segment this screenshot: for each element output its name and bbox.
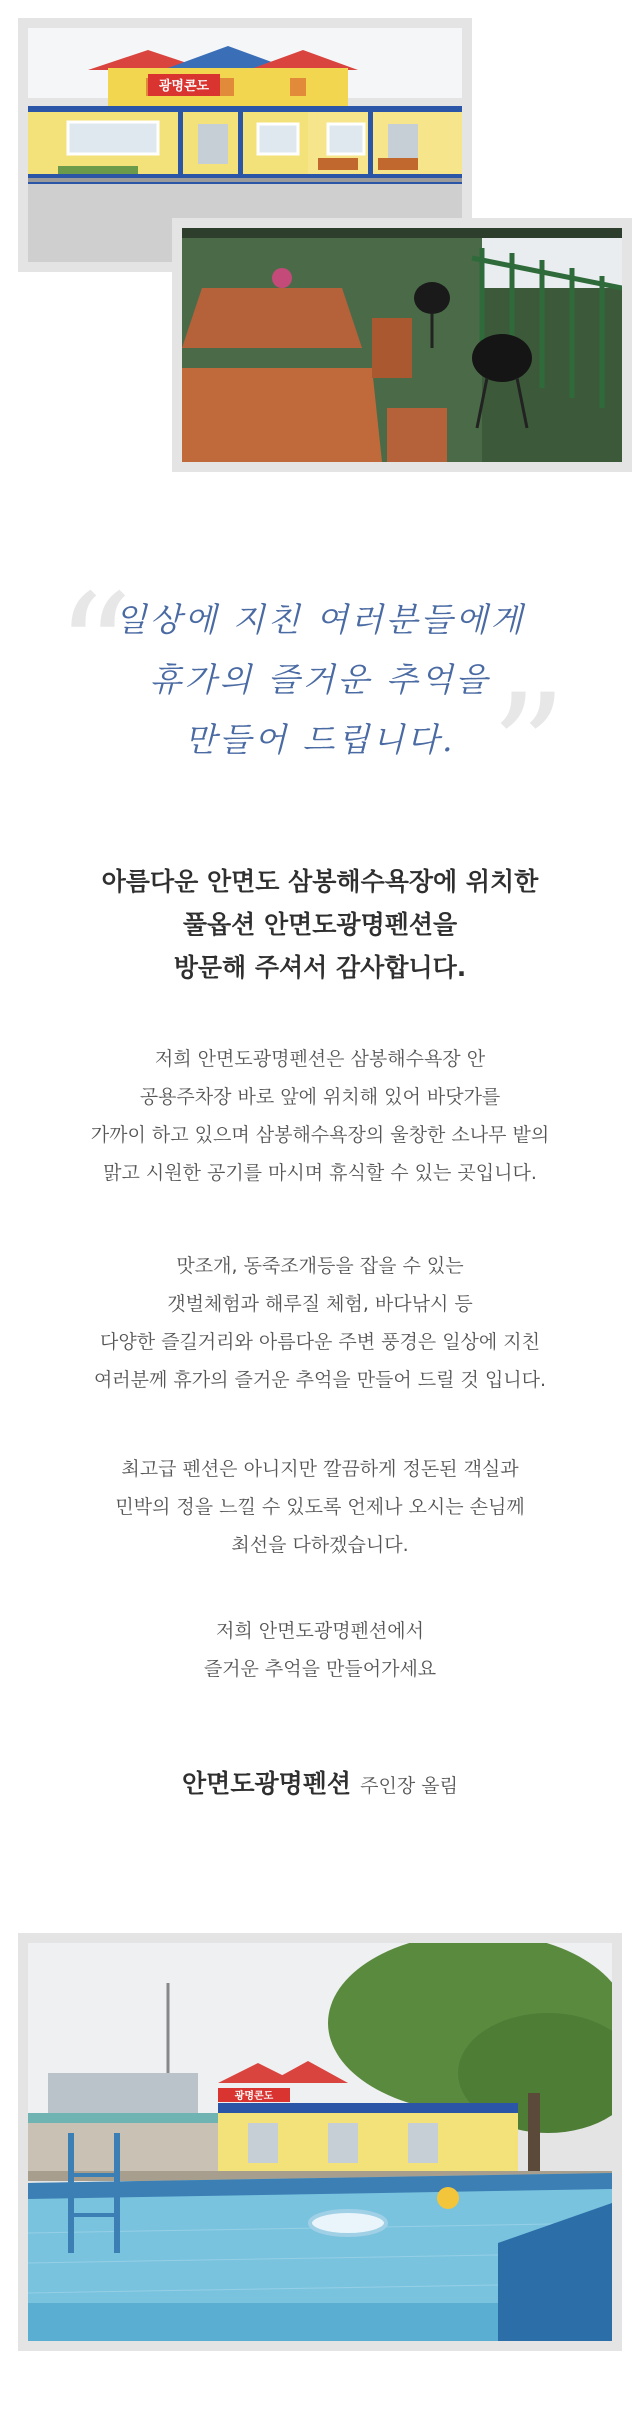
signature-name: 안면도광명펜션 [182,1769,352,1798]
paragraph-line: 맛조개, 동죽조개등을 잡을 수 있는 [176,1255,464,1277]
pool-building-sign-text: 광명콘도 [234,2091,274,2102]
paragraph-line: 최선을 다하겠습니다. [231,1534,409,1556]
paragraph-line: 여러분께 휴가의 즐거운 추억을 만들어 드릴 것 입니다. [93,1369,547,1391]
quote-block [0,590,640,770]
heading-line: 방문해 주셔서 감사합니다. [173,953,467,982]
paragraph-line: 민박의 정을 느낄 수 있도록 언제나 오시는 손님께 [115,1496,525,1518]
building-sign-text: 광명콘도 [158,79,210,94]
paragraph-line: 즐거운 추억을 만들어가세요 [203,1658,437,1680]
paragraph-line: 공용주차장 바로 앞에 위치해 있어 바닷가를 [139,1086,501,1108]
deck-photo-frame [172,218,632,472]
paragraph-line: 가까이 하고 있으며 삼봉해수욕장의 울창한 소나무 밭의 [90,1124,550,1146]
pool-photo [28,1943,612,2341]
paragraph-line: 저희 안면도광명펜션은 삼봉해수욕장 안 [154,1048,486,1070]
owner-signature [0,1764,640,1800]
heading-line: 아름다운 안면도 삼봉해수욕장에 위치한 [101,867,539,896]
paragraph-line: 갯벌체험과 해루질 체험, 바다낚시 등 [167,1293,473,1315]
signature-role: 주인장 올림 [360,1775,458,1797]
pool-photo-frame [18,1933,622,2351]
rooms-paragraph [0,1450,640,1564]
deck-bbq-photo [182,228,622,462]
intro-paragraph [0,1040,640,1192]
closing-paragraph [0,1612,640,1688]
heading-line: 풀옵션 안면도광명펜션을 [182,910,458,939]
open-quote-mark: “ [56,563,133,737]
welcome-heading [0,860,640,989]
quote-line: 휴가의 즐거운 추억을 [149,660,491,699]
quote-line: 일상에 지친 여러분들에게 [114,600,526,639]
paragraph-line: 맑고 시원한 공기를 마시며 휴식할 수 있는 곳입니다. [103,1162,537,1184]
paragraph-line: 다양한 즐길거리와 아름다운 주변 풍경은 일상에 지친 [99,1331,541,1353]
close-quote-mark: ” [490,663,567,837]
activities-paragraph [0,1247,640,1399]
paragraph-line: 최고급 펜션은 아니지만 깔끔하게 정돈된 객실과 [121,1458,519,1480]
paragraph-line: 저희 안면도광명펜션에서 [216,1620,424,1642]
quote-line: 만들어 드립니다. [184,720,456,759]
